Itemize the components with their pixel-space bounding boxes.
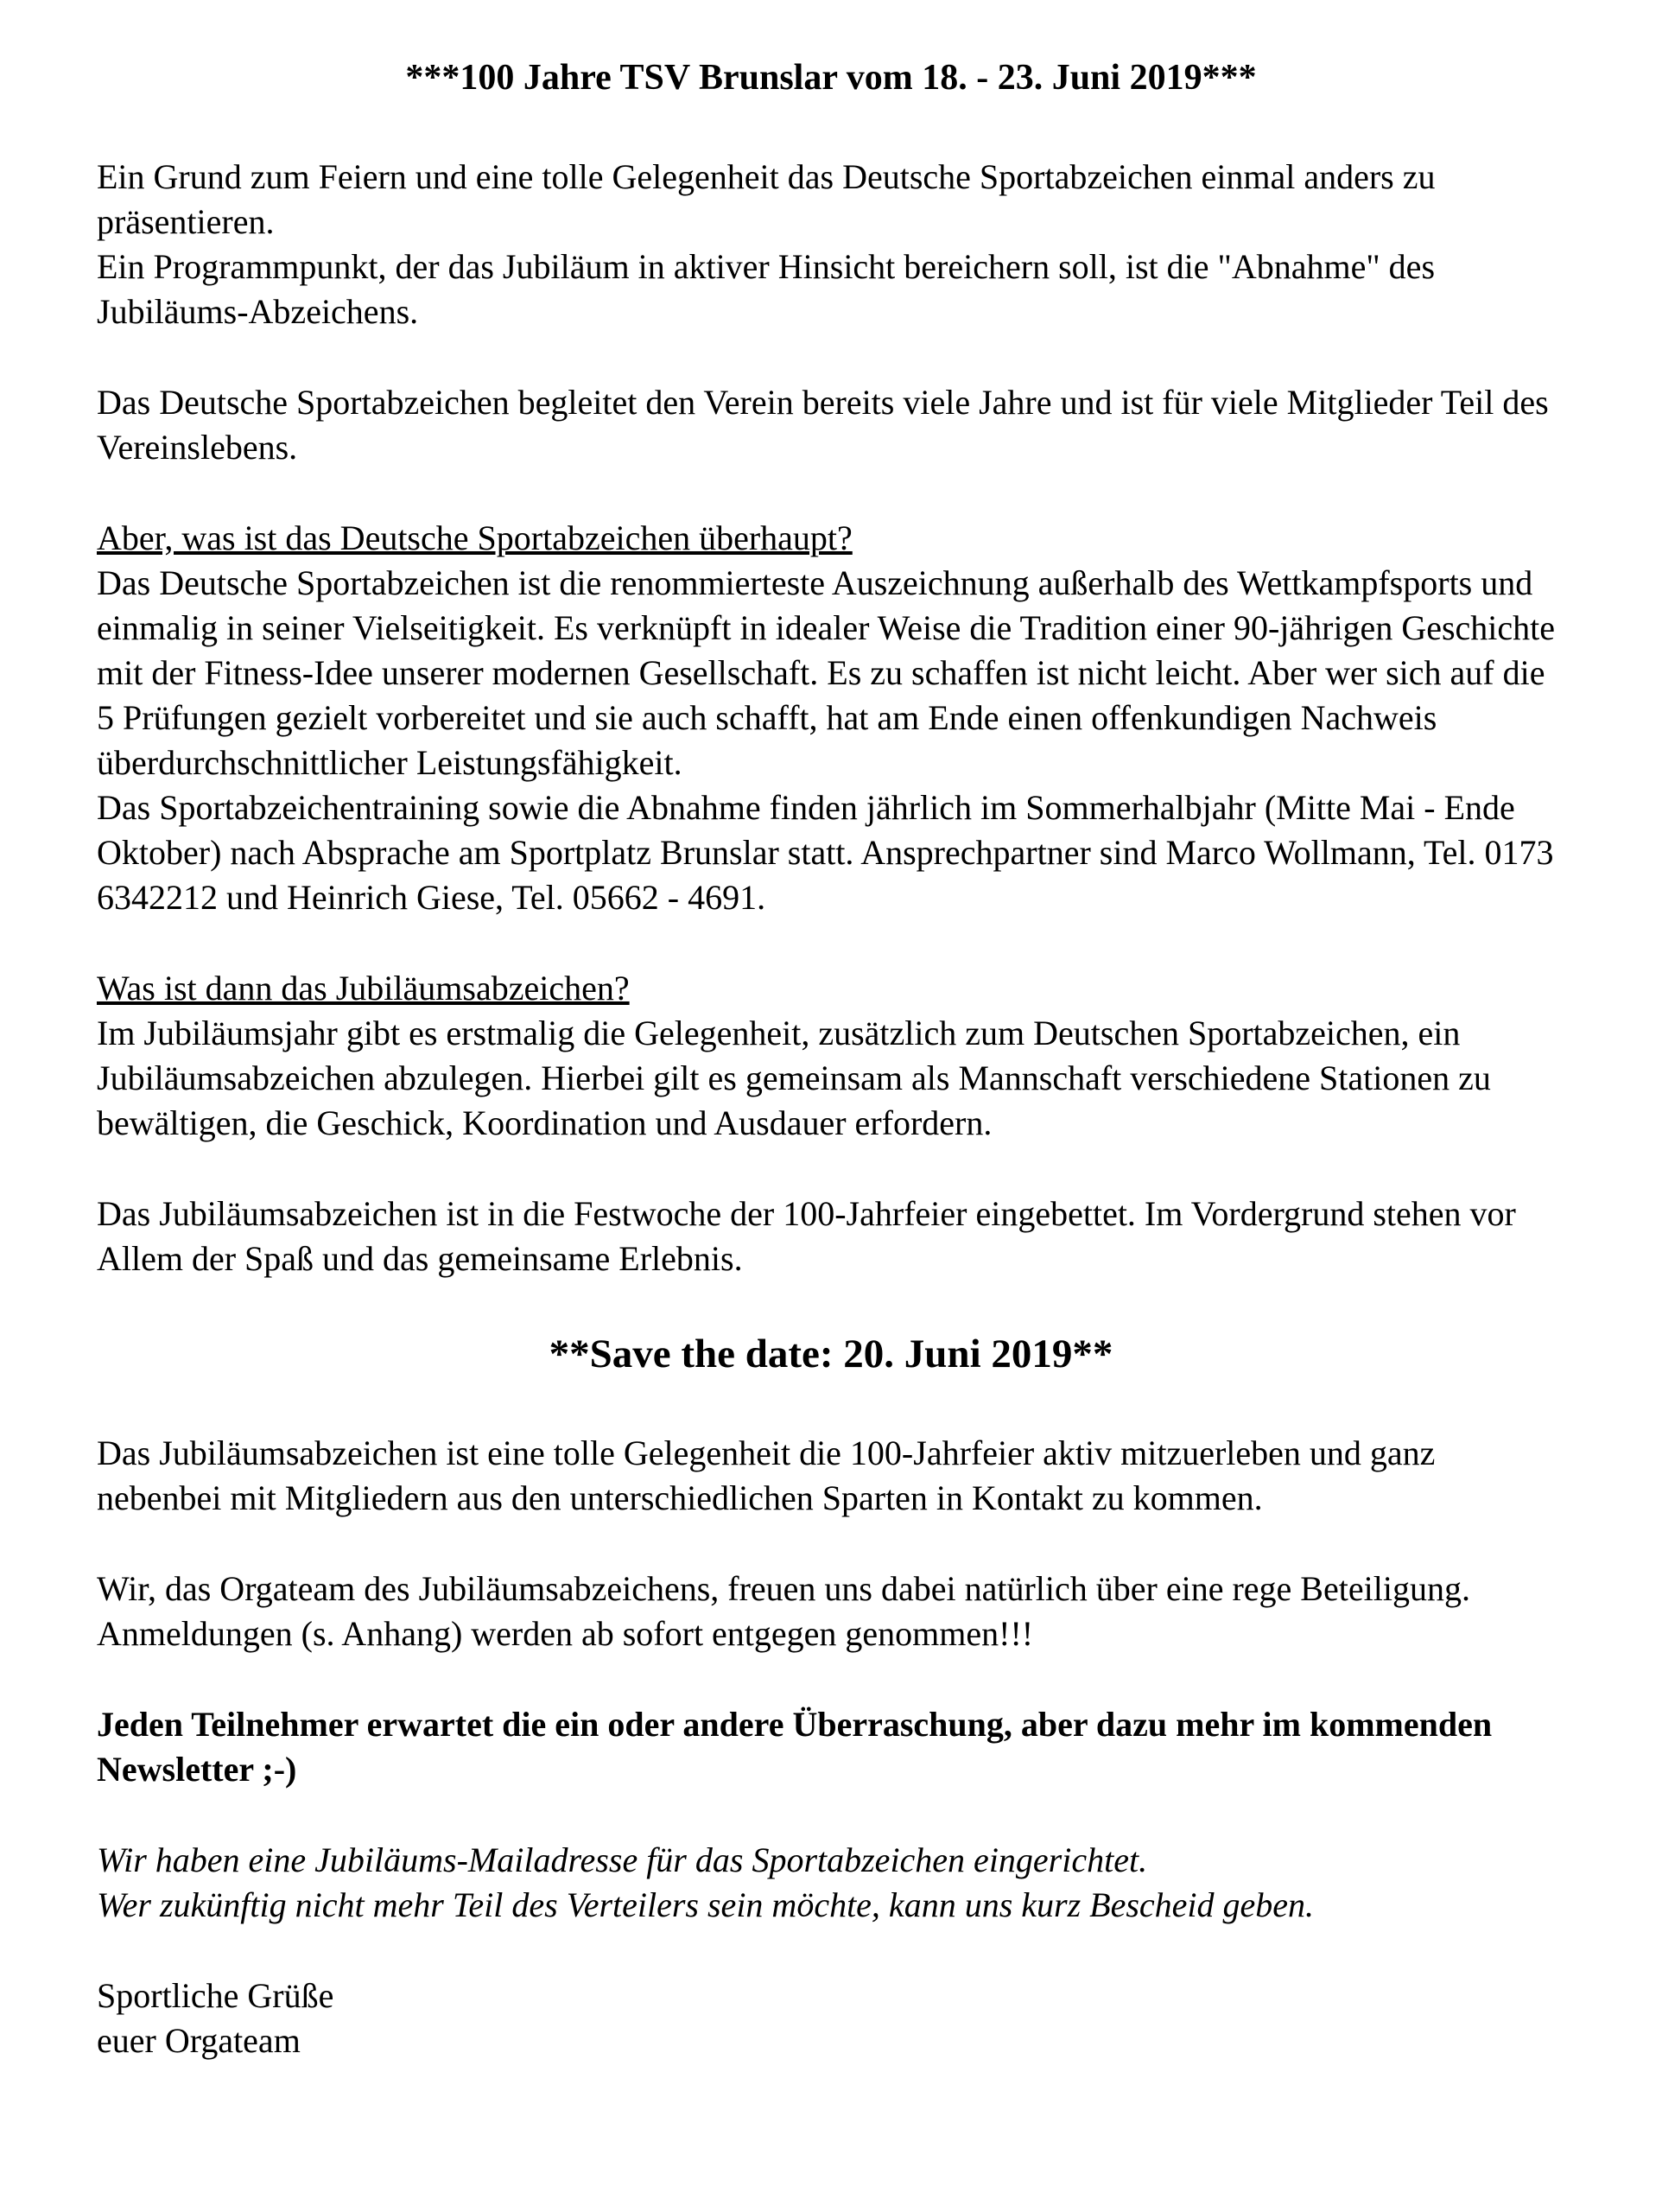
text-line: Das Deutsche Sportabzeichen begleitet den Verein bereits viele Jahre und ist für viele Mitglieder Teil des Vereinslebens. <box>97 383 1549 467</box>
text-line: Das Deutsche Sportabzeichen ist die renommierteste Auszeichnung außerhalb des Wettkampfsports und einmalig in seiner Vielseitigkeit. Es verknüpft in idealer Weise die Tradition einer 90-jährigen Geschichte mit der Fitness-Idee unserer modernen Gesellschaft. Es zu schaffen ist nicht leicht. Aber wer sich auf die 5 Prüfungen gezielt vorbereitet und sie auch schafft, hat am Ende einen offenkundigen Nachweis überdurchschnittlicher Leistungsfähigkeit. <box>97 563 1556 782</box>
save-the-date-heading: **Save the date: 20. Juni 2019** <box>549 1332 1113 1376</box>
text-line: Jeden Teilnehmer erwartet die ein oder andere Überraschung, aber dazu mehr im kommenden Newsletter ;-) <box>97 1705 1493 1789</box>
text-line: Das Jubiläumsabzeichen ist eine tolle Gelegenheit die 100-Jahrfeier aktiv mitzuerleben und ganz nebenbei mit Mitgliedern aus den unterschiedlichen Sparten in Kontakt zu kommen. <box>97 1433 1436 1517</box>
text-line: Das Jubiläumsabzeichen ist in die Festwoche der 100-Jahrfeier eingebettet. Im Vordergrund stehen vor Allem der Spaß und das gemeinsame Erlebnis. <box>97 1194 1516 1278</box>
surprise-paragraph <box>97 1702 1565 1792</box>
text-line: Anmeldungen (s. Anhang) werden ab sofort entgegen genommen!!! <box>97 1614 1034 1653</box>
text-line: Wer zukünftig nicht mehr Teil des Verteilers sein möchte, kann uns kurz Bescheid geben. <box>97 1885 1315 1924</box>
jubilaeumsabzeichen-description-paragraph <box>97 1011 1565 1146</box>
text-line: Ein Grund zum Feiern und eine tolle Gelegenheit das Deutsche Sportabzeichen einmal anders zu präsentieren. <box>97 157 1436 241</box>
text-line: Wir haben eine Jubiläums-Mailadresse für das Sportabzeichen eingerichtet. <box>97 1840 1148 1879</box>
mail-address-paragraph <box>97 1838 1565 1928</box>
question-heading-sportabzeichen: Aber, was ist das Deutsche Sportabzeichen überhaupt? <box>97 518 853 557</box>
festwoche-paragraph <box>97 1192 1565 1281</box>
text-line: Im Jubiläumsjahr gibt es erstmalig die Gelegenheit, zusätzlich zum Deutschen Sportabzeichen, ein Jubiläumsabzeichen abzulegen. Hierbei gilt es gemeinsam als Mannschaft verschiedene Stationen zu bewältigen, die Geschick, Koordination und Ausdauer erfordern. <box>97 1014 1491 1142</box>
text-line: Ein Programmpunkt, der das Jubiläum in aktiver Hinsicht bereichern soll, ist die "Abnahme" des Jubiläums-Abzeichens. <box>97 247 1436 331</box>
orgateam-paragraph <box>97 1567 1565 1656</box>
document-title: ***100 Jahre TSV Brunslar vom 18. - 23. Juni 2019*** <box>405 58 1257 98</box>
text-line: Wir, das Orgateam des Jubiläumsabzeichens, freuen uns dabei natürlich über eine rege Beteiligung. <box>97 1569 1470 1608</box>
question-heading-jubilaeumsabzeichen: Was ist dann das Jubiläumsabzeichen? <box>97 969 630 1007</box>
intro-paragraph <box>97 155 1565 334</box>
text-line: euer Orgateam <box>97 2021 301 2060</box>
closing-signature <box>97 1974 1565 2063</box>
mitzuerleben-paragraph <box>97 1431 1565 1521</box>
sportabzeichen-history-paragraph <box>97 380 1565 470</box>
sportabzeichen-description-paragraph <box>97 561 1565 920</box>
text-line: Das Sportabzeichentraining sowie die Abnahme finden jährlich im Sommerhalbjahr (Mitte Mai - Ende Oktober) nach Absprache am Sportplatz Brunslar statt. Ansprechpartner sind Marco Wollmann, Tel. 0173 6342212 und Heinrich Giese, Tel. 05662 - 4691. <box>97 788 1554 917</box>
text-line: Sportliche Grüße <box>97 1976 334 2015</box>
